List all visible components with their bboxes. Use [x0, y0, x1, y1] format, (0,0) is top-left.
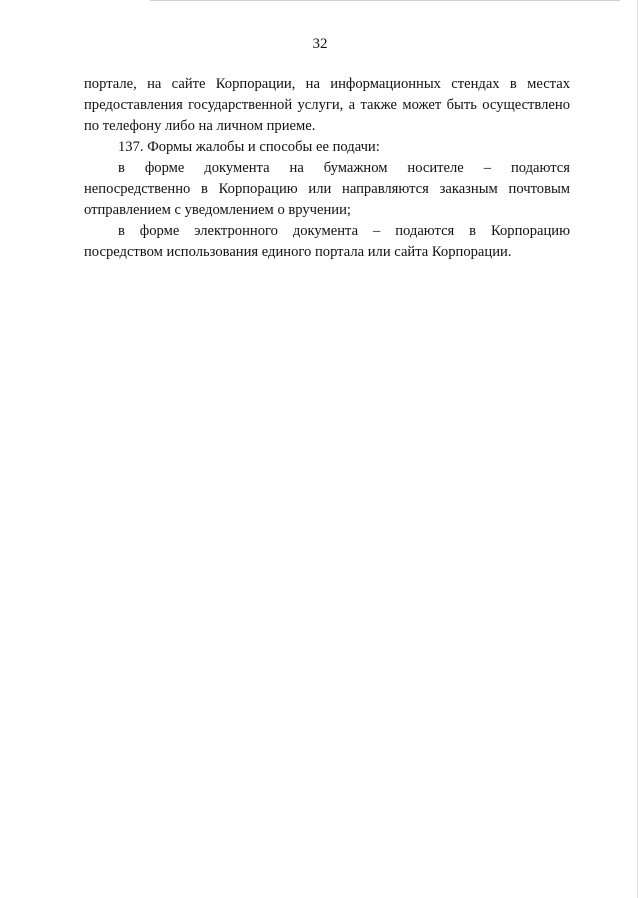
text-line: отправлением с уведомлением о вручении; [84, 202, 351, 218]
text-line: по телефону либо на личном приеме. [84, 118, 316, 134]
scan-edge-right [637, 0, 638, 898]
scan-edge-top [150, 0, 620, 1]
paragraph-137-heading [84, 137, 570, 158]
paragraph-paper-form [84, 158, 570, 221]
paragraph-electronic-form [84, 221, 570, 263]
text-line: предоставления государственной услуги, а также может быть осуществлено [84, 97, 570, 113]
paragraph-continuation [84, 74, 570, 137]
text-line: непосредственно в Корпорацию или направляются заказным почтовым [84, 181, 570, 197]
text-line: портале, на сайте Корпорации, на информационных стендах в местах [84, 76, 570, 92]
text-line: посредством использования единого портала или сайта Корпорации. [84, 244, 512, 260]
text-line: в форме документа на бумажном носителе – подаются [118, 160, 570, 176]
text-line: в форме электронного документа – подаются в Корпорацию [118, 223, 570, 239]
page-number: 32 [312, 36, 328, 52]
text-line: 137. Формы жалобы и способы ее подачи: [118, 139, 380, 155]
body-text [84, 74, 570, 263]
